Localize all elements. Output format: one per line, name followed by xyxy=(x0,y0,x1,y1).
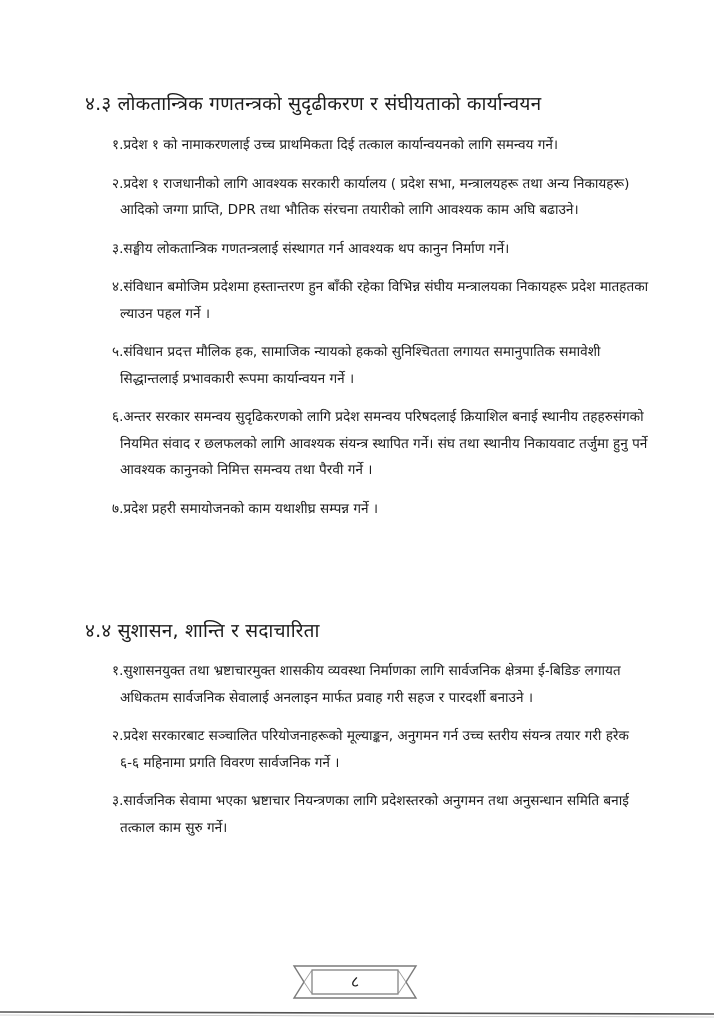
list-item: १.प्रदेश १ को नामाकरणलाई उच्च प्राथमिकता दिई तत्काल कार्यान्वयनको लागि समन्वय गर्ने। xyxy=(112,137,559,153)
list-item: ३.सार्वजनिक सेवामा भएका भ्रष्टाचार नियन्त्रणका लागि प्रदेशस्तरको अनुगमन तथा अनुसन्धान समिति बनाई तत्काल काम सुरु गर्ने। xyxy=(112,793,629,836)
bottom-divider xyxy=(0,1004,714,1024)
list-item: २.प्रदेश १ राजधानीको लागि आवश्यक सरकारी कार्यालय ( प्रदेश सभा, मन्त्रालयहरू तथा अन्य निकायहरू) आदिको जग्गा प्राप्ति, DPR तथा भौतिक संरचना तयारीको लागि आवश्यक काम अघि बढाउने। xyxy=(112,175,630,218)
section-4-3-list xyxy=(112,132,652,534)
section-4-4-list xyxy=(112,658,652,853)
section-heading-4-4: ४.४ सुशासन, शान्ति र सदाचारिता xyxy=(85,620,320,642)
list-item: ७.प्रदेश प्रहरी समायोजनको काम यथाशीघ्र सम्पन्न गर्ने । xyxy=(112,500,379,517)
list-item: १.सुशासनयुक्त तथा भ्रष्टाचारमुक्त शासकीय व्यवस्था निर्माणका लागि सार्वजनिक क्षेत्रमा ई-बिडिङ लगायत अधिकतम सार्वजनिक सेवालाई अनलाइन मार्फत प्रवाह गरी सहज र पारदर्शी बनाउने । xyxy=(112,663,621,706)
list-item: ६.अन्तर सरकार समन्वय सुदृढिकरणको लागि प्रदेश समन्वय परिषदलाई क्रियाशिल बनाई स्थानीय तहहरुसंगको नियमित संवाद र छलफलको लागि आवश्यक संयन्त्र स्थापित गर्ने। संघ तथा स्थानीय निकायवाट तर्जुमा हुनु पर्ने आवश्यक कानुनको निमित्त समन्वय तथा पैरवी गर्ने । xyxy=(112,409,648,478)
list-item: ३.सङ्घीय लोकतान्त्रिक गणतन्त्रलाई संस्थागत गर्न आवश्यक थप कानुन निर्माण गर्ने। xyxy=(112,240,510,257)
list-item: २.प्रदेश सरकारबाट सञ्चालित परियोजनाहरूको मूल्याङ्कन, अनुगमन गर्न उच्च स्तरीय संयन्त्र तयार गरी हरेक ६-६ महिनामा प्रगति विवरण सार्वजनिक गर्ने । xyxy=(112,728,629,771)
list-item: ५.संविधान प्रदत्त मौलिक हक, सामाजिक न्यायको हकको सुनिश्चितता लगायत समानुपातिक समावेशी सिद्धान्तलाई प्रभावकारी रूपमा कार्यान्वयन गर्ने । xyxy=(112,344,601,387)
page-number: ८ xyxy=(350,972,360,991)
page-footer xyxy=(290,958,420,1004)
section-heading-4-3: ४.३ लोकतान्त्रिक गणतन्त्रको सुदृढीकरण र संघीयताको कार्यान्वयन xyxy=(85,93,542,115)
list-item: ४.संविधान बमोजिम प्रदेशमा हस्तान्तरण हुन बाँकी रहेका विभिन्न संघीय मन्त्रालयका निकायहरू प्रदेश मातहतका ल्याउन पहल गर्ने । xyxy=(112,279,649,322)
